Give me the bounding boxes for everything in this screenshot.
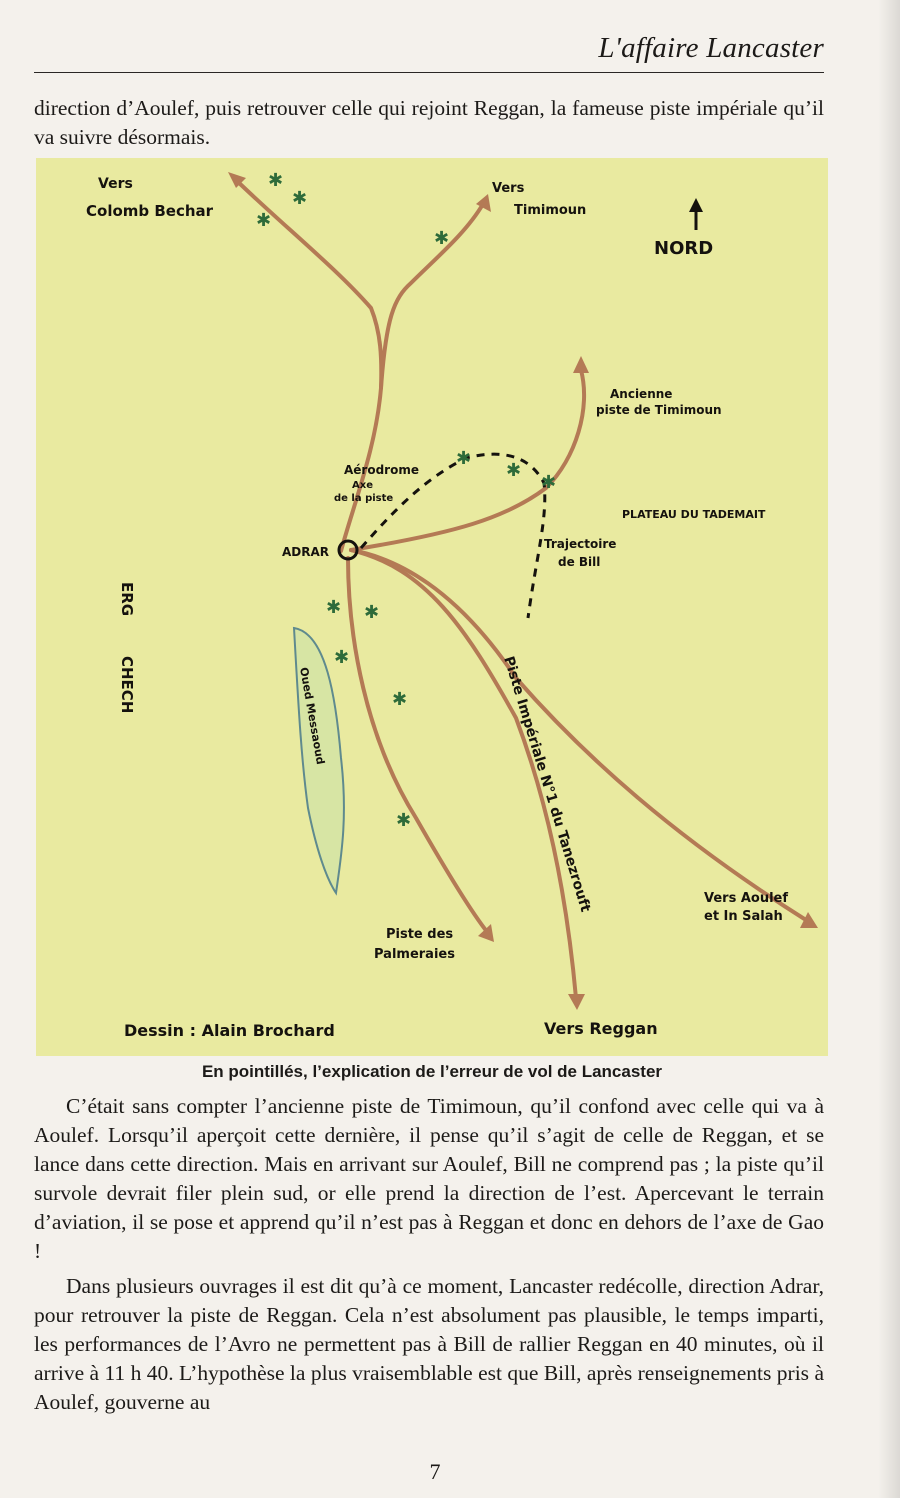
svg-text:✱: ✱ [268,170,284,191]
label-colomb-bechar-2: Colomb Bechar [86,202,214,220]
label-oued: Oued Messaoud [297,666,327,766]
svg-text:✱: ✱ [456,448,472,469]
page-number: 7 [429,1459,441,1484]
label-ancienne-1: Ancienne [610,387,673,401]
arrow-palmeraies [478,924,494,942]
road-timimoun [381,204,483,388]
label-adrar: ADRAR [282,545,330,559]
road-arrowheads [228,172,818,1010]
label-timimoun-2: Timimoun [514,203,587,218]
map-figure [36,158,828,1056]
label-ancienne-2: piste de Timimoun [596,403,722,417]
label-reggan: Vers Reggan [544,1019,658,1038]
label-aerodrome-3: de la piste [334,493,394,504]
map-labels [86,176,788,1040]
running-title: L'affaire Lancaster [598,32,824,64]
svg-text:✱: ✱ [541,472,557,493]
figure-caption: En pointillés, l’explication de l’erreur de vol de Lancaster [201,1062,663,1081]
arrow-ancienne [573,356,589,373]
label-plateau: PLATEAU DU TADEMAIT [622,508,766,521]
label-palmeraies-2: Palmeraies [374,947,455,962]
label-trajectoire-2: de Bill [558,555,601,569]
label-piste-imperiale: Piste Impériale N°1 du Tanezrouft [500,654,594,914]
svg-text:✱: ✱ [434,228,450,249]
paragraph-1: C’était sans compter l’ancienne piste de Timimoun, qu’il confond avec celle qui va à Aoulef. Lorsqu’il aperçoit cette dernière, il pense qu’il s’agit de celle de Reggan, et se lance dans cette direction. Mais en arrivant sur Aoulef, Bill ne comprend pas ; la piste qu’il survole devrait filer plein sud, or elle prend la direction de l’est. Apercevant le terrain d’aviation, il se pose et apprend qu’il n’est pas à Reggan et donc en dehors de l’axe de Gao ! [34,1094,824,1263]
road-network [236,180,806,998]
label-aerodrome-1: Aérodrome [344,463,419,477]
svg-text:✱: ✱ [396,810,412,831]
svg-text:✱: ✱ [506,460,522,481]
label-aoulef-1: Vers Aoulef [704,891,789,906]
paragraph-2: Dans plusieurs ouvrages il est dit qu’à ce moment, Lancaster redécolle, direction Adrar, pour retrouver la piste de Reggan. Cela n’est absolument pas plausible, le temps imparti, les performances de l’Avro ne permettent pas à Bill de rallier Reggan en 40 minutes, où il arrive à 11 h 40. L’hypothèse la plus vraisemblable est que Bill, après renseignements pris à Aoulef, gouverne au [34,1274,824,1414]
arrow-reggan [568,994,585,1010]
label-timimoun-1: Vers [492,181,525,196]
svg-text:✱: ✱ [334,647,350,668]
label-aoulef-2: et In Salah [704,909,783,924]
paragraph-top: direction d’Aoulef, puis retrouver celle qui rejoint Reggan, la fameuse piste impériale qu’il va suivre désormais. [34,96,824,149]
label-trajectoire-1: Trajectoire [544,537,617,551]
north-arrow [689,198,703,230]
label-aerodrome-2: Axe [352,480,373,491]
svg-text:✱: ✱ [292,188,308,209]
svg-text:✱: ✱ [392,689,408,710]
page-edge-shadow [878,0,900,1498]
svg-text:✱: ✱ [256,210,272,231]
label-erg-2: CHECH [118,656,136,714]
svg-text:✱: ✱ [364,602,380,623]
label-palmeraies-1: Piste des [386,927,454,942]
label-colomb-bechar-1: Vers [98,176,133,192]
svg-text:✱: ✱ [326,597,342,618]
running-header [34,28,824,73]
label-credit: Dessin : Alain Brochard [124,1021,335,1040]
label-erg-1: ERG [118,582,136,617]
hand-drawn-map [36,158,828,1056]
label-nord: NORD [654,238,714,259]
